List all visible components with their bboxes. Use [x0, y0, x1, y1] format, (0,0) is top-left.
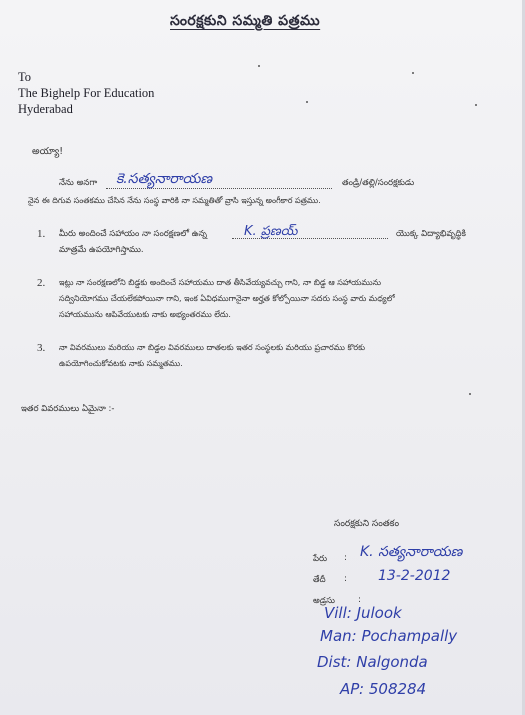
point-1-prefix: మీరు అందించే సహాయం నా సంరక్షణలో ఉన్న [59, 229, 207, 239]
point-3-line-2: ఉపయోగించుకోవటకు నాకు సమ్మతము. [59, 359, 183, 368]
other-details-label: ఇతర వివరములు ఏమైనా :- [21, 404, 115, 414]
signature-name-colon: : [344, 553, 347, 563]
signature-address-label: అడ్రసు [313, 596, 335, 606]
signature-date-label: తేదీ [313, 575, 326, 585]
child-name-line [232, 220, 388, 239]
recipient-organization: The Bighelp For Education [18, 86, 155, 100]
signature-address-colon: : [358, 595, 361, 605]
document-title: సంరక్షకుని సమ్మతి పత్రము [170, 13, 321, 29]
signature-date-colon: : [344, 574, 347, 584]
point-1-line-2: మాత్రమే ఉపయోగిస్తాము. [59, 245, 144, 255]
scan-speck [412, 72, 414, 74]
address-line-mandal: Man: Pochampally [320, 627, 458, 645]
signature-date-handwritten: 13-2-2012 [378, 568, 451, 584]
point-2-line-3: సహాయమును ఆపివేయుటకు నాకు అభ్యంతరము లేదు. [59, 310, 231, 319]
address-line-pincode: AP: 508284 [340, 680, 427, 698]
to-label: To [18, 70, 32, 84]
signature-name-handwritten: K. సత్యనారాయణ [360, 544, 463, 560]
relation-text: తండ్రి/తల్లి/సంరక్షకుడు [342, 178, 415, 188]
scan-speck [306, 101, 308, 103]
signature-heading: సంరక్షకుని సంతకం [334, 519, 400, 529]
point-1-number: 1. [37, 228, 46, 240]
signature-name-label: పేరు [313, 554, 328, 564]
address-line-village: Vill: Julook [324, 604, 402, 622]
intro-line-2: నైన ఈ దిగువ సంతకము చేసిన నేను సంస్థ వారికి నా సమ్మతితో వ్రాసి ఇస్తున్న అంగీకార పత్రము. [28, 196, 321, 205]
point-1-suffix: యొక్క విద్యాభివృద్ధికి [396, 229, 466, 239]
scan-speck [258, 65, 260, 67]
intro-prefix: నేను అనగా [59, 178, 98, 188]
point-2-line-1: ఇట్లు నా సంరక్షణలోని బిడ్డకు అందించే సహాయము దాత తీసివేయ్యవచ్చు గాని, నా బిడ్డ ఆ సహాయమును [59, 278, 382, 287]
salutation: అయ్యా! [32, 146, 64, 157]
guardian-name-handwritten: కె.సత్యనారాయణ [116, 171, 213, 187]
address-line-district: Dist: Nalgonda [317, 653, 428, 671]
recipient-city: Hyderabad [18, 102, 73, 116]
point-3-number: 3. [37, 342, 46, 354]
guardian-name-line [106, 168, 332, 189]
scan-speck [469, 393, 471, 395]
scan-speck [475, 104, 477, 106]
point-3-line-1: నా వివరములు మరియు నా బిడ్డల వివరములు దాతలకు ఇతర సంస్థలకు మరియు ప్రచారము కొరకు [59, 343, 366, 352]
point-2-line-2: సద్వినియోగము చేయలేకపోయినా గాని, ఇంక ఏవిధముగానైనా అర్హత కోల్పోయినా సదరు సంస్థ వారు మధ్యలో [59, 294, 395, 303]
point-2-number: 2. [37, 277, 46, 289]
child-name-handwritten: K. ప్రణయ్ [244, 224, 298, 239]
